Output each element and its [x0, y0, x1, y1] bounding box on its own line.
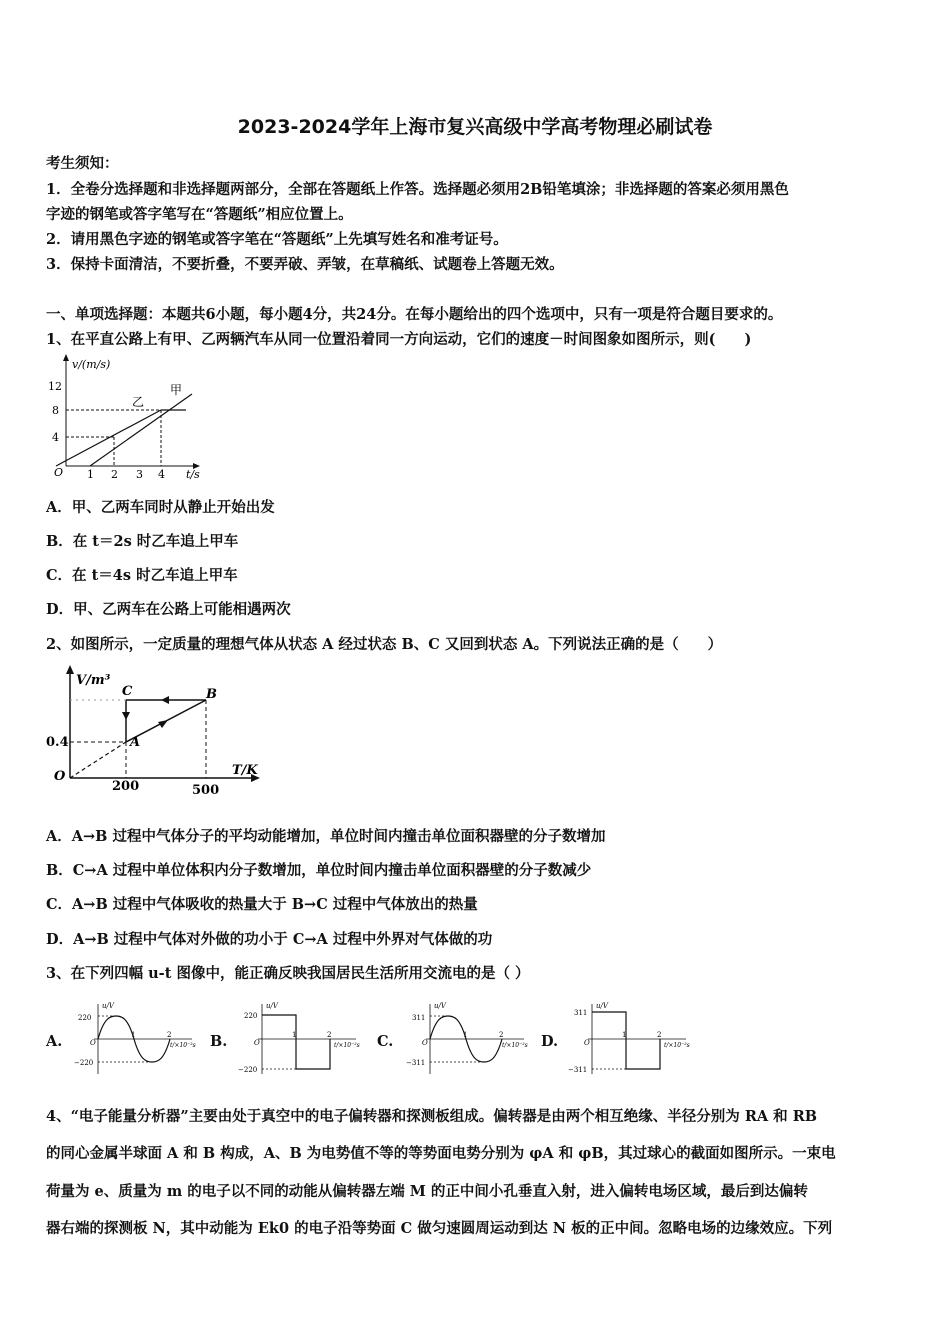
q1-ytick-12: 12: [48, 380, 62, 393]
q2-option-d[interactable]: D．A→B 过程中气体对外做的功小于 C→A 过程中外界对气体做的功: [46, 931, 493, 948]
q3c-bottom: −311: [406, 1059, 426, 1067]
q3c-t2: 2: [499, 1031, 504, 1039]
q1-ytick-4: 4: [52, 431, 59, 444]
q3b-bottom: −220: [238, 1066, 258, 1074]
q2-option-a[interactable]: A．A→B 过程中气体分子的平均动能增加，单位时间内撞击单位面积器壁的分子数增加: [46, 828, 606, 845]
q3b-xlabel: t/×10⁻²s: [334, 1042, 360, 1049]
q2-point-b: B: [206, 687, 217, 702]
q1-xtick-3: 3: [136, 468, 143, 481]
q3c-top: 311: [412, 1014, 426, 1022]
q4-line-4: 器右端的探测板 N，其中动能为 Ek0 的电子沿等势面 C 做匀速圆周运动到达 N 板的正中间。忽略电场的边缘效应。下列: [46, 1220, 833, 1237]
q3a-ylabel: u/V: [102, 1002, 114, 1010]
q2-point-a: A: [130, 735, 141, 750]
notice-line-2: 字迹的钢笔或答字笔写在“答题纸”相应位置上。: [46, 206, 353, 223]
q3c-xlabel: t/×10⁻²s: [502, 1042, 528, 1049]
q3-graph-a[interactable]: [72, 998, 197, 1080]
notice-line-4: 3．保持卡面清洁，不要折叠，不要弄破、弄皱，在草稿纸、试题卷上答题无效。: [46, 256, 564, 273]
q2-origin: O: [54, 769, 66, 784]
q3a-t1: 1: [131, 1031, 136, 1039]
q3a-origin: O: [90, 1039, 96, 1047]
q1-stem: 1、在平直公路上有甲、乙两辆汽车从同一位置沿着同一方向运动，它们的速度－时间图象如图所示，则( ): [46, 331, 752, 348]
notice-heading: 考生须知：: [46, 155, 119, 172]
q3-stem: 3、在下列四幅 u-t 图像中，能正确反映我国居民生活所用交流电的是（ ）: [46, 965, 530, 982]
q3d-origin: O: [584, 1039, 590, 1047]
q2-ylabel: V/m³: [76, 673, 111, 688]
q2-xlabel: T/K: [232, 763, 258, 778]
q2-point-c: C: [122, 684, 133, 699]
notice-line-3: 2．请用黑色字迹的钢笔或答字笔在“答题纸”上先填写姓名和准考证号。: [46, 231, 508, 248]
q1-origin: O: [54, 466, 64, 479]
q2-xtick-200: 200: [112, 779, 140, 794]
q3d-top: 311: [574, 1009, 588, 1017]
q3-option-a-label[interactable]: A.: [46, 1033, 63, 1050]
q1-xlabel: t/s: [186, 468, 200, 481]
q3d-xlabel: t/×10⁻²s: [664, 1042, 690, 1049]
q3a-xlabel: t/×10⁻²s: [170, 1042, 196, 1049]
q3-graph-b[interactable]: [236, 998, 361, 1080]
q3b-t1: 1: [292, 1031, 297, 1039]
q1-option-a[interactable]: A．甲、乙两车同时从静止开始出发: [46, 499, 275, 516]
q1-ylabel: v/(m/s): [72, 358, 111, 371]
page-title: 2023-2024学年上海市复兴高级中学高考物理必刷试卷: [237, 116, 713, 138]
q4-line-3: 荷量为 e、质量为 m 的电子以不同的动能从偏转器左端 M 的正中间小孔垂直入射，进入偏转电场区域，最后到达偏转: [46, 1183, 808, 1200]
q3d-t2: 2: [657, 1031, 662, 1039]
q2-option-c[interactable]: C．A→B 过程中气体吸收的热量大于 B→C 过程中气体放出的热量: [46, 896, 478, 913]
q3c-t1: 1: [463, 1031, 468, 1039]
q2-stem: 2、如图所示，一定质量的理想气体从状态 A 经过状态 B、C 又回到状态 A。下列说法正确的是（ ）: [46, 636, 723, 653]
q3a-top: 220: [78, 1014, 92, 1022]
q1-option-c[interactable]: C．在 t＝4s 时乙车追上甲车: [46, 567, 238, 584]
q1-xtick-4: 4: [158, 468, 165, 481]
q3-option-c-label[interactable]: C.: [377, 1033, 394, 1050]
q3c-origin: O: [422, 1039, 428, 1047]
q3a-t2: 2: [167, 1031, 172, 1039]
q3b-ylabel: u/V: [266, 1002, 278, 1010]
q3-graph-c[interactable]: [404, 998, 529, 1080]
q3b-top: 220: [244, 1012, 258, 1020]
q1-ytick-8: 8: [52, 404, 59, 417]
q3-graph-d[interactable]: [566, 998, 691, 1080]
q1-label-yi: 乙: [132, 395, 145, 409]
q3a-bottom: −220: [74, 1059, 94, 1067]
q2-xtick-500: 500: [192, 783, 220, 798]
q2-ytick: 0.4: [46, 735, 69, 750]
q1-vt-graph: [46, 352, 216, 484]
q3b-t2: 2: [327, 1031, 332, 1039]
q4-line-2: 的同心金属半球面 A 和 B 构成，A、B 为电势值不等的等势面电势分别为 φA 和 φB，其过球心的截面如图所示。一束电: [46, 1145, 836, 1162]
q2-option-b[interactable]: B．C→A 过程中单位体积内分子数增加，单位时间内撞击单位面积器壁的分子数减少: [46, 862, 592, 879]
section-heading: 一、单项选择题：本题共6小题，每小题4分，共24分。在每小题给出的四个选项中，只有一项是符合题目要求的。: [46, 306, 783, 323]
q2-vt-graph: [46, 662, 276, 802]
q3b-origin: O: [254, 1039, 260, 1047]
q1-option-d[interactable]: D．甲、乙两车在公路上可能相遇两次: [46, 601, 291, 618]
q3-option-b-label[interactable]: B.: [210, 1033, 228, 1050]
q3-option-d-label[interactable]: D.: [541, 1033, 559, 1050]
q3d-bottom: −311: [568, 1066, 588, 1074]
q1-option-b[interactable]: B．在 t＝2s 时乙车追上甲车: [46, 533, 239, 550]
notice-line-1: 1．全卷分选择题和非选择题两部分，全部在答题纸上作答。选择题必须用2B铅笔填涂；非选择题的答案必须用黑色: [46, 181, 789, 198]
q1-label-jia: 甲: [170, 383, 183, 397]
q3d-ylabel: u/V: [596, 1002, 608, 1010]
q3d-t1: 1: [622, 1031, 627, 1039]
q1-xtick-2: 2: [111, 468, 118, 481]
q3c-ylabel: u/V: [434, 1002, 446, 1010]
q1-xtick-1: 1: [87, 468, 94, 481]
q4-line-1: 4、“电子能量分析器”主要由处于真空中的电子偏转器和探测板组成。偏转器是由两个相互绝缘、半径分别为 RA 和 RB: [46, 1108, 818, 1125]
